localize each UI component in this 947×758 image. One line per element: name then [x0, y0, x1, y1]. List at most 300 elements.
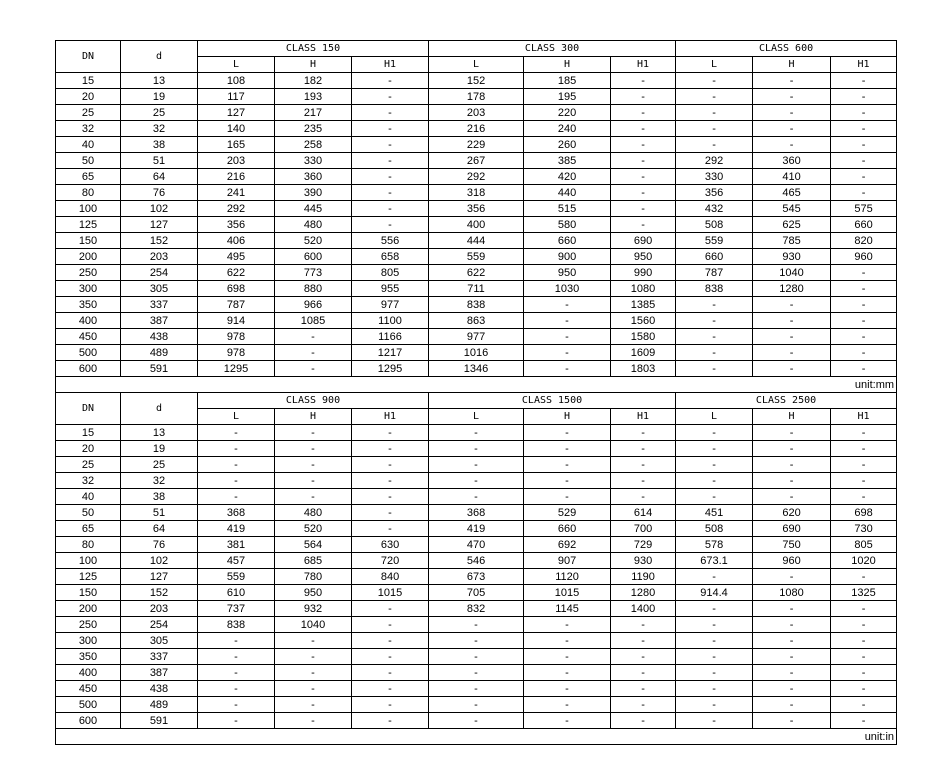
- table-cell: -: [676, 473, 753, 489]
- table-cell: -: [831, 569, 897, 585]
- table-cell: 489: [121, 345, 198, 361]
- table-cell: -: [753, 121, 831, 137]
- table-cell: 673: [429, 569, 524, 585]
- column-header-dn: DN: [56, 393, 121, 425]
- table-cell: -: [676, 617, 753, 633]
- table-cell: 559: [429, 249, 524, 265]
- table-cell: 305: [121, 633, 198, 649]
- table-cell: 356: [429, 201, 524, 217]
- table-cell: -: [352, 217, 429, 233]
- subcolumn-header: L: [676, 57, 753, 73]
- table-cell: -: [676, 313, 753, 329]
- table-cell: 556: [352, 233, 429, 249]
- table-cell: 914.4: [676, 585, 753, 601]
- table-cell: -: [611, 137, 676, 153]
- table-cell: 660: [676, 249, 753, 265]
- table-cell: -: [429, 489, 524, 505]
- table-cell: 750: [753, 537, 831, 553]
- table-cell: 1325: [831, 585, 897, 601]
- table-cell: 457: [198, 553, 275, 569]
- table-cell: -: [831, 361, 897, 377]
- table-cell: 1609: [611, 345, 676, 361]
- table-cell: -: [198, 425, 275, 441]
- table-cell: 267: [429, 153, 524, 169]
- table-cell: -: [275, 457, 352, 473]
- table-cell: 805: [352, 265, 429, 281]
- class-header: CLASS 900: [198, 393, 429, 409]
- table-row: [56, 105, 897, 121]
- table-cell: -: [753, 649, 831, 665]
- table-cell: -: [524, 665, 611, 681]
- table-cell: -: [611, 153, 676, 169]
- table-cell: -: [611, 457, 676, 473]
- table-cell: -: [611, 425, 676, 441]
- table-row: [56, 521, 897, 537]
- table-cell: 195: [524, 89, 611, 105]
- table-cell: 960: [753, 553, 831, 569]
- table-cell: 254: [121, 265, 198, 281]
- table-cell: -: [676, 633, 753, 649]
- table-cell: 863: [429, 313, 524, 329]
- table-cell: 32: [56, 473, 121, 489]
- subcolumn-header: L: [429, 409, 524, 425]
- table-cell: 444: [429, 233, 524, 249]
- table-cell: 400: [56, 313, 121, 329]
- table-cell: -: [352, 121, 429, 137]
- table-cell: -: [676, 601, 753, 617]
- table-cell: -: [753, 681, 831, 697]
- table-cell: 705: [429, 585, 524, 601]
- table-cell: -: [275, 649, 352, 665]
- table-cell: 420: [524, 169, 611, 185]
- table-cell: 1016: [429, 345, 524, 361]
- table-cell: 1100: [352, 313, 429, 329]
- dimension-tables: [55, 40, 896, 745]
- table-cell: 1020: [831, 553, 897, 569]
- table-cell: 13: [121, 425, 198, 441]
- table-cell: 440: [524, 185, 611, 201]
- table-cell: -: [352, 601, 429, 617]
- subcolumn-header: H: [524, 57, 611, 73]
- table-cell: 125: [56, 217, 121, 233]
- table-cell: -: [753, 473, 831, 489]
- unit-label: unit:mm: [56, 377, 897, 393]
- table-cell: 360: [753, 153, 831, 169]
- table-cell: 152: [121, 233, 198, 249]
- table-cell: -: [831, 441, 897, 457]
- table-row: [56, 313, 897, 329]
- table-cell: -: [753, 601, 831, 617]
- table-cell: 1145: [524, 601, 611, 617]
- table-cell: -: [611, 713, 676, 729]
- table-cell: 1346: [429, 361, 524, 377]
- table-cell: 368: [198, 505, 275, 521]
- subcolumn-header: H1: [352, 409, 429, 425]
- table-row: [56, 537, 897, 553]
- table-cell: 203: [429, 105, 524, 121]
- subcolumn-header: L: [198, 409, 275, 425]
- table-cell: -: [611, 73, 676, 89]
- table-row: [56, 649, 897, 665]
- table-cell: -: [198, 457, 275, 473]
- class-header: CLASS 300: [429, 41, 676, 57]
- subcolumn-header: H: [753, 57, 831, 73]
- table-cell: 1295: [198, 361, 275, 377]
- table-cell: -: [429, 473, 524, 489]
- table-cell: 1385: [611, 297, 676, 313]
- table-cell: 1040: [275, 617, 352, 633]
- table-cell: 787: [198, 297, 275, 313]
- table-row: [56, 681, 897, 697]
- table-cell: -: [611, 489, 676, 505]
- column-header-dn: DN: [56, 41, 121, 73]
- table-cell: 356: [676, 185, 753, 201]
- table-cell: 50: [56, 505, 121, 521]
- table-cell: 470: [429, 537, 524, 553]
- table-cell: -: [753, 569, 831, 585]
- table-cell: 630: [352, 537, 429, 553]
- table-cell: -: [429, 425, 524, 441]
- header-row-classes: [56, 393, 897, 409]
- table-cell: 390: [275, 185, 352, 201]
- subcolumn-header: H: [275, 409, 352, 425]
- table-cell: 1040: [753, 265, 831, 281]
- table-cell: 51: [121, 153, 198, 169]
- header-row-classes: [56, 41, 897, 57]
- table-cell: -: [611, 617, 676, 633]
- table-cell: 127: [198, 105, 275, 121]
- table-cell: 1295: [352, 361, 429, 377]
- subcolumn-header: H1: [831, 57, 897, 73]
- table-cell: -: [831, 89, 897, 105]
- subcolumn-header: L: [429, 57, 524, 73]
- table-cell: 620: [753, 505, 831, 521]
- table-cell: 515: [524, 201, 611, 217]
- table-cell: -: [524, 297, 611, 313]
- table-cell: 217: [275, 105, 352, 121]
- table-row: [56, 617, 897, 633]
- table-cell: 387: [121, 313, 198, 329]
- table-cell: 711: [429, 281, 524, 297]
- table-row: [56, 201, 897, 217]
- table-cell: -: [352, 169, 429, 185]
- subcolumn-header: L: [676, 409, 753, 425]
- table-cell: 451: [676, 505, 753, 521]
- table-cell: 690: [611, 233, 676, 249]
- table-cell: 127: [121, 217, 198, 233]
- table-cell: -: [198, 633, 275, 649]
- table-cell: 419: [198, 521, 275, 537]
- table-cell: -: [352, 633, 429, 649]
- table-cell: -: [611, 105, 676, 121]
- table-cell: -: [676, 105, 753, 121]
- table-row: [56, 713, 897, 729]
- table-cell: 330: [275, 153, 352, 169]
- table-cell: -: [429, 697, 524, 713]
- table-cell: -: [753, 617, 831, 633]
- table-row: [56, 441, 897, 457]
- table-cell: -: [352, 73, 429, 89]
- table-cell: 978: [198, 329, 275, 345]
- table-cell: -: [831, 633, 897, 649]
- table-row: [56, 297, 897, 313]
- table-cell: 108: [198, 73, 275, 89]
- table-cell: -: [524, 633, 611, 649]
- class-header: CLASS 2500: [676, 393, 897, 409]
- table-cell: -: [352, 521, 429, 537]
- table-cell: 438: [121, 329, 198, 345]
- table-cell: 838: [429, 297, 524, 313]
- table-cell: -: [676, 425, 753, 441]
- table-cell: -: [198, 665, 275, 681]
- table-cell: -: [352, 89, 429, 105]
- table-cell: -: [753, 345, 831, 361]
- table-cell: -: [429, 617, 524, 633]
- subcolumn-header: H1: [611, 57, 676, 73]
- table-cell: -: [275, 361, 352, 377]
- subcolumn-header: H: [524, 409, 611, 425]
- table-row: [56, 185, 897, 201]
- table-cell: 32: [56, 121, 121, 137]
- subcolumn-header: H: [753, 409, 831, 425]
- table-cell: 658: [352, 249, 429, 265]
- table-cell: -: [352, 105, 429, 121]
- table-cell: 140: [198, 121, 275, 137]
- table-row: [56, 169, 897, 185]
- table-cell: -: [831, 665, 897, 681]
- table-cell: -: [753, 313, 831, 329]
- table-row: [56, 345, 897, 361]
- table-row: [56, 601, 897, 617]
- table-cell: -: [275, 713, 352, 729]
- table-cell: 950: [611, 249, 676, 265]
- table-cell: 200: [56, 249, 121, 265]
- table-cell: 125: [56, 569, 121, 585]
- table-cell: 1580: [611, 329, 676, 345]
- table-cell: -: [198, 473, 275, 489]
- table-cell: -: [831, 137, 897, 153]
- table-row: [56, 233, 897, 249]
- table-cell: 495: [198, 249, 275, 265]
- table-cell: 76: [121, 537, 198, 553]
- table-cell: 368: [429, 505, 524, 521]
- table-cell: 300: [56, 281, 121, 297]
- table-cell: 260: [524, 137, 611, 153]
- table-cell: -: [352, 457, 429, 473]
- subcolumn-header: H1: [352, 57, 429, 73]
- table-cell: 165: [198, 137, 275, 153]
- table-cell: -: [352, 441, 429, 457]
- table-cell: 960: [831, 249, 897, 265]
- table-cell: 216: [429, 121, 524, 137]
- table-cell: 445: [275, 201, 352, 217]
- table-cell: -: [352, 153, 429, 169]
- table-cell: -: [831, 425, 897, 441]
- table-cell: -: [831, 345, 897, 361]
- table-cell: 785: [753, 233, 831, 249]
- table-cell: 203: [198, 153, 275, 169]
- table-cell: -: [198, 681, 275, 697]
- table-row: [56, 505, 897, 521]
- table-cell: 127: [121, 569, 198, 585]
- table-cell: 559: [676, 233, 753, 249]
- table-cell: -: [831, 681, 897, 697]
- table-cell: -: [611, 169, 676, 185]
- table-cell: 13: [121, 73, 198, 89]
- table-cell: 76: [121, 185, 198, 201]
- table-row: [56, 153, 897, 169]
- table-cell: 690: [753, 521, 831, 537]
- table-cell: 178: [429, 89, 524, 105]
- table-cell: -: [524, 489, 611, 505]
- table-cell: -: [429, 649, 524, 665]
- table-cell: -: [831, 73, 897, 89]
- table-cell: -: [753, 665, 831, 681]
- table-cell: 1080: [611, 281, 676, 297]
- table-cell: -: [275, 633, 352, 649]
- table-cell: 337: [121, 297, 198, 313]
- table-cell: 38: [121, 489, 198, 505]
- table-cell: 150: [56, 233, 121, 249]
- table-cell: 773: [275, 265, 352, 281]
- table-cell: 51: [121, 505, 198, 521]
- table-cell: -: [831, 313, 897, 329]
- table-cell: -: [429, 633, 524, 649]
- table-cell: 950: [524, 265, 611, 281]
- table-cell: 820: [831, 233, 897, 249]
- table-cell: -: [611, 633, 676, 649]
- table-cell: -: [676, 489, 753, 505]
- table-cell: -: [831, 649, 897, 665]
- table-cell: -: [524, 473, 611, 489]
- table-cell: -: [753, 105, 831, 121]
- table-cell: 100: [56, 201, 121, 217]
- table-cell: 117: [198, 89, 275, 105]
- table-cell: 65: [56, 169, 121, 185]
- table-cell: 480: [275, 217, 352, 233]
- table-cell: -: [831, 153, 897, 169]
- table-cell: -: [753, 713, 831, 729]
- table-cell: 600: [275, 249, 352, 265]
- table-row: [56, 553, 897, 569]
- table-cell: 950: [275, 585, 352, 601]
- table-cell: 65: [56, 521, 121, 537]
- table-cell: 258: [275, 137, 352, 153]
- table-cell: 410: [753, 169, 831, 185]
- table-cell: -: [524, 681, 611, 697]
- table-cell: 350: [56, 297, 121, 313]
- table-cell: 610: [198, 585, 275, 601]
- table-cell: -: [753, 441, 831, 457]
- table-row: [56, 489, 897, 505]
- table-cell: 508: [676, 521, 753, 537]
- table-row: [56, 73, 897, 89]
- table-cell: 235: [275, 121, 352, 137]
- table-cell: 229: [429, 137, 524, 153]
- table-cell: -: [198, 697, 275, 713]
- table-cell: 241: [198, 185, 275, 201]
- subcolumn-header: L: [198, 57, 275, 73]
- table-cell: -: [676, 569, 753, 585]
- table-cell: 64: [121, 169, 198, 185]
- table-cell: 15: [56, 73, 121, 89]
- table-row: [56, 281, 897, 297]
- table-cell: -: [753, 329, 831, 345]
- table-cell: 520: [275, 233, 352, 249]
- table-cell: -: [524, 457, 611, 473]
- table-cell: -: [676, 665, 753, 681]
- table-cell: 32: [121, 473, 198, 489]
- table-cell: -: [275, 665, 352, 681]
- table-cell: 591: [121, 713, 198, 729]
- table-cell: 600: [56, 361, 121, 377]
- table-cell: -: [429, 681, 524, 697]
- table-cell: 1400: [611, 601, 676, 617]
- table-cell: 419: [429, 521, 524, 537]
- table-cell: 780: [275, 569, 352, 585]
- table-cell: 1280: [753, 281, 831, 297]
- table-cell: -: [352, 185, 429, 201]
- table-row: [56, 249, 897, 265]
- table-cell: 360: [275, 169, 352, 185]
- table-cell: -: [275, 489, 352, 505]
- table-cell: 698: [831, 505, 897, 521]
- table-cell: -: [676, 681, 753, 697]
- table-cell: -: [352, 505, 429, 521]
- table-cell: -: [352, 649, 429, 665]
- table-cell: -: [352, 201, 429, 217]
- table-cell: 203: [121, 601, 198, 617]
- table-cell: -: [831, 121, 897, 137]
- table-cell: 1080: [753, 585, 831, 601]
- table-cell: 292: [676, 153, 753, 169]
- table-cell: -: [275, 473, 352, 489]
- table-cell: -: [753, 361, 831, 377]
- table-cell: -: [753, 697, 831, 713]
- table-cell: -: [753, 73, 831, 89]
- table-cell: -: [831, 601, 897, 617]
- table-cell: 838: [198, 617, 275, 633]
- table-cell: 318: [429, 185, 524, 201]
- table-cell: 932: [275, 601, 352, 617]
- table-cell: 337: [121, 649, 198, 665]
- table-cell: 32: [121, 121, 198, 137]
- table-cell: 356: [198, 217, 275, 233]
- table-cell: 19: [121, 441, 198, 457]
- table-cell: 19: [121, 89, 198, 105]
- table-cell: -: [524, 697, 611, 713]
- table-cell: 400: [429, 217, 524, 233]
- table-row: [56, 585, 897, 601]
- table-cell: 150: [56, 585, 121, 601]
- table-cell: 787: [676, 265, 753, 281]
- table-cell: 580: [524, 217, 611, 233]
- table-cell: 805: [831, 537, 897, 553]
- table-cell: 832: [429, 601, 524, 617]
- table-cell: 450: [56, 329, 121, 345]
- table-cell: 400: [56, 665, 121, 681]
- table-cell: 152: [429, 73, 524, 89]
- table-cell: -: [524, 441, 611, 457]
- table-cell: -: [676, 297, 753, 313]
- table-cell: 737: [198, 601, 275, 617]
- table-cell: -: [352, 665, 429, 681]
- table-cell: -: [275, 441, 352, 457]
- table-cell: 40: [56, 489, 121, 505]
- class-header: CLASS 600: [676, 41, 897, 57]
- table-cell: -: [352, 137, 429, 153]
- table-cell: -: [275, 345, 352, 361]
